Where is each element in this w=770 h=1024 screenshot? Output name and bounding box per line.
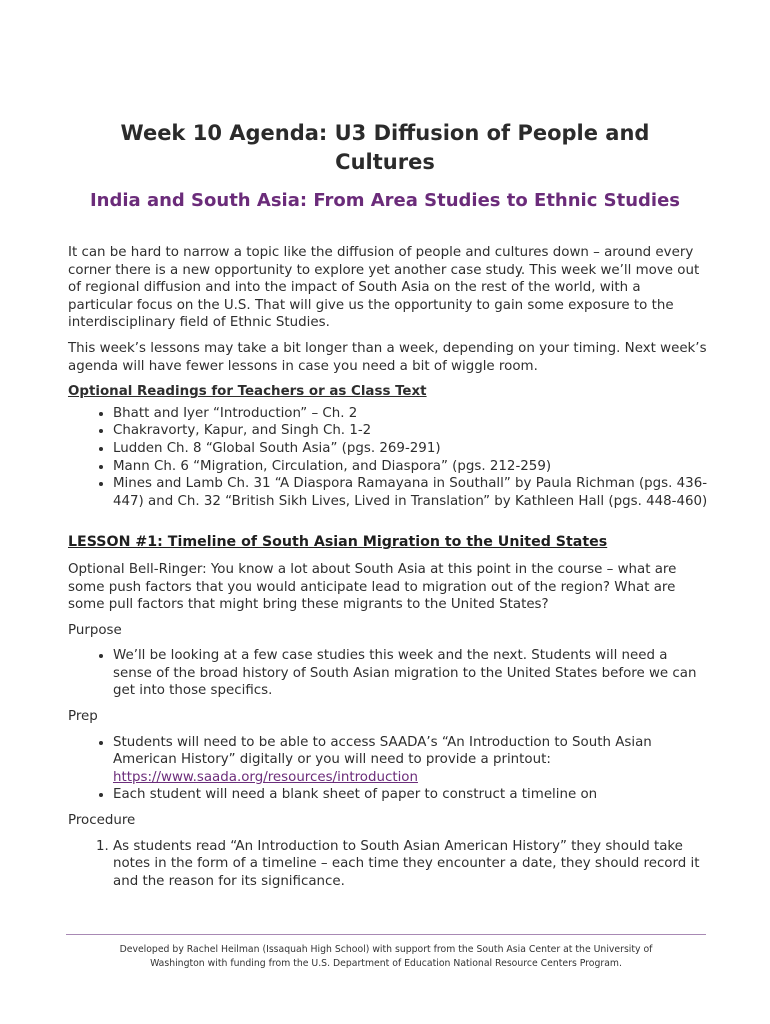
footer-divider	[66, 934, 706, 935]
intro-paragraph-1: It can be hard to narrow a topic like the diffusion of people and cultures down – around every corner there is a new opportunity to explore yet another case study. This week we’ll move out of regional diffusion and into the impact of South Asia on the rest of the world, with a particular focus on the U.S. That will give us the opportunity to gain some exposure to the interdisciplinary field of Ethnic Studies.	[68, 245, 700, 331]
reading-item: • Bhatt and Iyer “Introduction” – Ch. 2	[113, 405, 708, 423]
footer-line-2: Washington with funding from the U.S. Department of Education National Resource Centers Program.	[150, 958, 622, 969]
prep-item-text: Students will need to be able to access SAADA’s “An Introduction to South Asian American History” digitally or you will need to provide a printout:	[113, 734, 652, 768]
prep-item: • Each student will need a blank sheet of paper to construct a timeline on	[113, 786, 708, 804]
procedure-list	[68, 838, 708, 891]
procedure-item: 1. As students read “An Introduction to South Asian American History” they should take notes in the form of a timeline – each time they encounter a date, they should record it and the reason for its significance.	[113, 838, 708, 891]
readings-list	[68, 405, 708, 511]
saada-introduction-link[interactable]: https://www.saada.org/resources/introduction	[113, 769, 418, 785]
document-body	[68, 244, 708, 898]
prep-list	[68, 734, 708, 804]
reading-item: • Ludden Ch. 8 “Global South Asia” (pgs. 269-291)	[113, 440, 708, 458]
bell-ringer-text: Optional Bell-Ringer: You know a lot about South Asia at this point in the course – what are some push factors that you would anticipate lead to migration out of the region? What are some pull factors that might bring these migrants to the United States?	[68, 561, 677, 613]
reading-item: • Mann Ch. 6 “Migration, Circulation, and Diaspora” (pgs. 212-259)	[113, 458, 708, 476]
title-line-1: Week 10 Agenda: U3 Diffusion of People and	[120, 121, 650, 145]
intro-paragraph-2: This week’s lessons may take a bit longer than a week, depending on your timing. Next week’s agenda will have fewer lessons in case you need a bit of wiggle room.	[68, 340, 707, 374]
reading-item: • Mines and Lamb Ch. 31 “A Diaspora Ramayana in Southall” by Paula Richman (pgs. 436-447) and Ch. 32 “British Sikh Lives, Lived in Translation” by Kathleen Hall (pgs. 448-460)	[113, 475, 708, 510]
prep-item	[113, 734, 708, 787]
prep-label: Prep	[68, 709, 98, 725]
readings-heading: Optional Readings for Teachers or as Class Text	[68, 384, 427, 400]
purpose-list	[68, 647, 708, 700]
procedure-label: Procedure	[68, 813, 136, 829]
page-subtitle: India and South Asia: From Area Studies to Ethnic Studies	[89, 190, 681, 211]
page-footer	[66, 943, 706, 971]
purpose-item: • We’ll be looking at a few case studies this week and the next. Students will need a sense of the broad history of South Asian migration to the United States before we can get into those specifics.	[113, 647, 708, 700]
footer-line-1: Developed by Rachel Heilman (Issaquah High School) with support from the South Asia Center at the University of	[119, 944, 653, 955]
reading-item: • Chakravorty, Kapur, and Singh Ch. 1-2	[113, 422, 708, 440]
purpose-label: Purpose	[68, 622, 122, 638]
title-line-2: Cultures	[335, 150, 435, 174]
page-title	[60, 119, 710, 177]
lesson-1-heading: LESSON #1: Timeline of South Asian Migration to the United States	[68, 534, 608, 551]
